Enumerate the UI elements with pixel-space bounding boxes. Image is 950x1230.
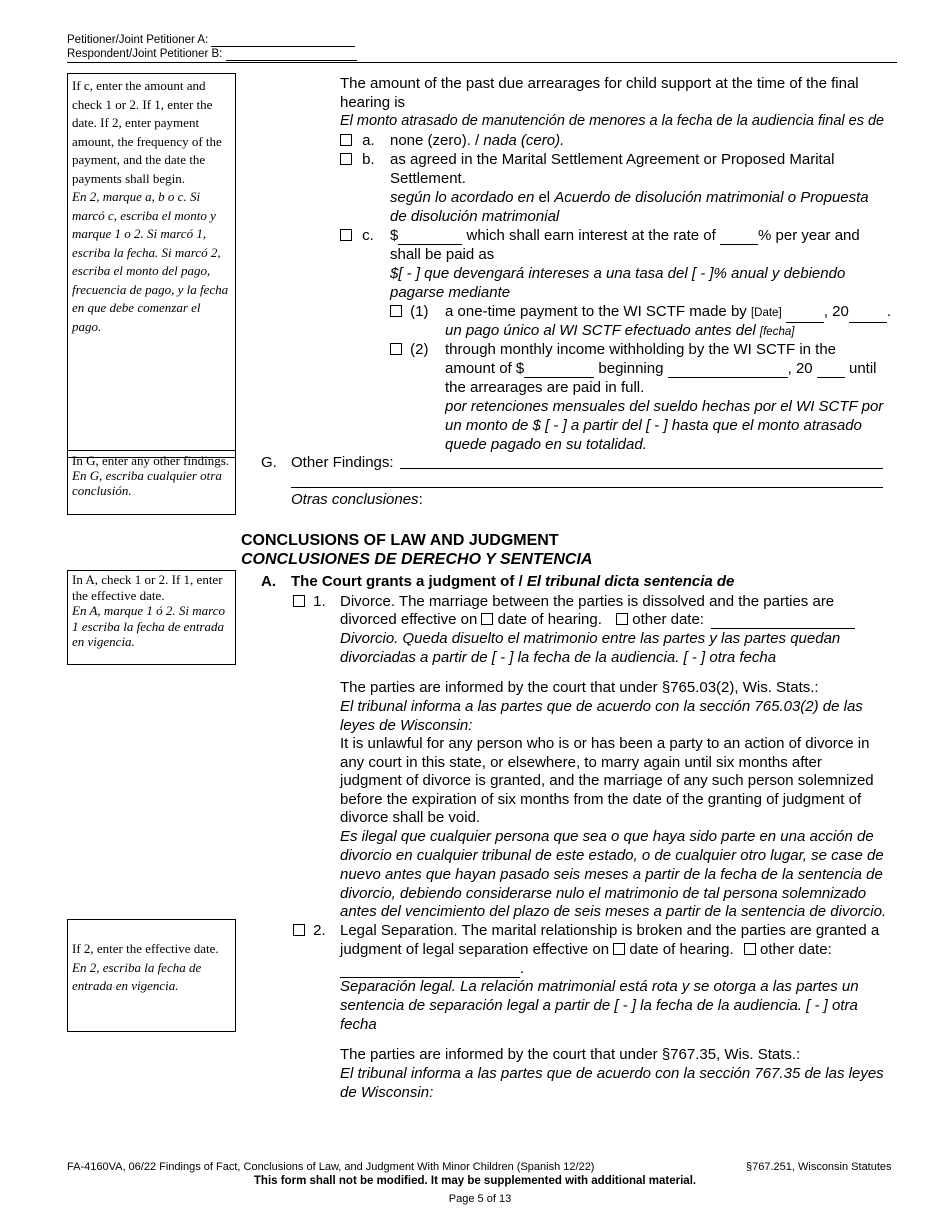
- divorce-hearing-label: date of hearing.: [493, 611, 602, 628]
- divorce-checkbox[interactable]: [293, 595, 305, 607]
- option-a-es: nada (cero).: [483, 132, 565, 149]
- separation-period: .: [520, 960, 525, 977]
- separation-es-2: sentencia de separación legal a partir de [ - ] la fecha de la audiencia. [ - ] otra: [340, 997, 858, 1014]
- sub-option-1-row: [390, 302, 429, 321]
- separation-hearing-checkbox[interactable]: [613, 943, 625, 955]
- sub-option-1-checkbox[interactable]: [390, 305, 402, 317]
- option-b-letter: b.: [362, 151, 375, 168]
- sub-option-2-until-label: until: [844, 360, 877, 377]
- side-note-a-es: En A, marque 1 ó 2. Si marco 1 escriba la fecha de entrada en vigencia.: [72, 603, 225, 649]
- separation-num: 2.: [313, 922, 326, 939]
- divorce-es-1: Divorcio. Queda disuelto el matrimonio entre las partes y las partes quedan: [340, 630, 841, 647]
- sub-option-1-num: (1): [410, 303, 429, 320]
- option-c-text-1b: % per year and: [758, 227, 860, 244]
- option-c-letter: c.: [362, 227, 374, 244]
- separation-other-date-label: other date:: [755, 941, 832, 958]
- side-note-c-es: En 2, marque a, b o c. Si marcó c, escriba el monto y marque 1 o 2. Si marcó 1, escriba la fecha. Si marcó 2, escriba el monto del pago, frecuencia de pago, y la fecha en que debe comenzar el pago.: [72, 189, 229, 334]
- separation-other-date-field[interactable]: [340, 962, 520, 978]
- divorce-law-3: judgment of divorce is granted, and the marriage of any such person solemnized: [340, 772, 874, 789]
- other-findings-field-1[interactable]: [400, 468, 883, 469]
- petitioner-label: Petitioner/Joint Petitioner A:: [67, 34, 209, 46]
- side-note-a: [67, 570, 236, 665]
- option-c-checkbox[interactable]: [340, 229, 352, 241]
- sub-option-2-beginning-label: beginning: [594, 360, 668, 377]
- option-a-letter: a.: [362, 132, 375, 149]
- sub-option-2-row: [390, 340, 429, 359]
- option-b-es-1a: según lo acordado en: [390, 189, 539, 206]
- side-note-two-en: If 2, enter the effective date.: [72, 941, 219, 956]
- option-b-es-1b: el: [538, 189, 555, 206]
- separation-informed-es-1: El tribunal informa a las partes que de acuerdo con la sección 767.35 de las leyes: [340, 1065, 884, 1082]
- sub-option-2-es-2: un monto de $ [ - ] a partir del [ - ] hasta que el monto atrasado: [445, 417, 862, 434]
- divorce-row: [293, 592, 326, 611]
- arrearages-intro-1: The amount of the past due arrearages for child support at the time of the final: [340, 75, 859, 92]
- divorce-num: 1.: [313, 593, 326, 610]
- divorce-law-es-3: nuevo antes que hayan pasado seis meses a partir de la fecha de la sentencia de: [340, 866, 883, 883]
- sub-option-1-es: [445, 321, 794, 342]
- option-c-es-2: pagarse mediante: [390, 284, 511, 301]
- side-note-a-en: In A, check 1 or 2. If 1, enter the effective date.: [72, 572, 223, 603]
- option-a-text: [390, 131, 564, 150]
- other-findings-es-colon: :: [418, 491, 423, 508]
- section-a-es: El tribunal dicta sentencia de: [526, 573, 735, 590]
- other-findings-es: [291, 490, 423, 509]
- divorce-law-es-5: antes del vencimiento del plazo de seis meses a partir de la sentencia de divorcio.: [340, 903, 887, 920]
- divorce-law-2: any court in this state, or elsewhere, to marry again until six months after: [340, 754, 822, 771]
- option-b-checkbox[interactable]: [340, 153, 352, 165]
- sub-option-1-es-label: un pago único al WI SCTF efectuado antes del: [445, 322, 760, 339]
- option-c-text-2: shall be paid as: [390, 246, 495, 263]
- sub-option-2-year-label: , 20: [787, 360, 817, 377]
- separation-other-date-checkbox[interactable]: [744, 943, 756, 955]
- option-c-es-1: $[ - ] que devengará intereses a una tasa del [ - ]% anual y debiendo: [390, 265, 846, 282]
- separation-es-3: fecha: [340, 1016, 377, 1033]
- divorce-other-date-label: other date:: [628, 611, 704, 628]
- divorce-informed-es-1: El tribunal informa a las partes que de acuerdo con la sección 765.03(2) de las: [340, 698, 863, 715]
- divorce-informed-es-2: leyes de Wisconsin:: [340, 717, 473, 734]
- separation-date-line: [340, 959, 524, 978]
- separation-effective-label: judgment of legal separation effective on: [340, 941, 614, 958]
- divorce-law-5: divorce shall be void.: [340, 809, 481, 826]
- side-note-g-es: En G, escriba cualquier otra conclusión.: [72, 468, 222, 498]
- respondent-line: [67, 47, 357, 61]
- other-findings-label: Other Findings:: [291, 454, 394, 471]
- footer-statute: §767.251, Wisconsin Statutes: [746, 1161, 892, 1173]
- other-findings-es-label: Otras conclusiones: [291, 491, 419, 508]
- sub-option-2-amount-field[interactable]: [524, 362, 594, 378]
- sub-option-1-es-date: [fecha]: [759, 326, 795, 338]
- separation-informed: The parties are informed by the court that under §767.35, Wis. Stats.:: [340, 1046, 801, 1063]
- option-c-amount-field[interactable]: [398, 229, 462, 245]
- sub-option-2-year-field[interactable]: [817, 362, 845, 378]
- divorce-law-es-4: divorcio, debiendo considerarse nulo el matrimonio de tal persona solemnizado: [340, 885, 867, 902]
- option-c-text-1: [390, 226, 860, 245]
- sub-option-1-label: a one-time payment to the WI SCTF made by: [445, 303, 751, 320]
- respondent-field[interactable]: [226, 48, 357, 61]
- side-note-g-en: In G, enter any other findings.: [72, 453, 230, 468]
- divorce-law-4: before the expiration of six months from the date of the granting of judgment of: [340, 791, 862, 808]
- divorce-effective-label: divorced effective on: [340, 611, 482, 628]
- divorce-text-1: Divorce. The marriage between the parties is dissolved and the parties are: [340, 593, 835, 610]
- option-c-row: [340, 226, 374, 245]
- option-b-es-1: [390, 188, 869, 207]
- other-findings-field-2[interactable]: [291, 487, 883, 488]
- divorce-law-es-2: divorcio en cualquier tribunal de este estado, o de cualquier otro lugar, se case de: [340, 847, 884, 864]
- option-b-es-2: de disolución matrimonial: [390, 208, 560, 225]
- divorce-other-date-field[interactable]: [711, 613, 855, 629]
- section-a-text: [291, 572, 734, 591]
- divorce-es-2: divorciadas a partir de [ - ] la fecha de la audiencia. [ - ] otra fecha: [340, 649, 777, 666]
- divorce-text-2: [340, 610, 855, 629]
- petitioner-line: [67, 33, 355, 47]
- separation-text-2: [340, 940, 832, 959]
- sub-option-2-checkbox[interactable]: [390, 343, 402, 355]
- option-c-rate-field[interactable]: [720, 229, 758, 245]
- sub-option-1-year-label: , 20: [823, 303, 849, 320]
- petitioner-field[interactable]: [211, 34, 355, 47]
- separation-checkbox[interactable]: [293, 924, 305, 936]
- sub-option-2-amount-label: amount of $: [445, 360, 525, 377]
- side-note-c: [67, 73, 236, 458]
- option-b-text-1: as agreed in the Marital Settlement Agreement or Proposed Marital: [390, 151, 835, 168]
- divorce-other-date-checkbox[interactable]: [616, 613, 628, 625]
- sub-option-1-text: a one-time payment to the WI SCTF made by [Date] , 20 .: [445, 302, 891, 323]
- side-note-g: [67, 450, 236, 515]
- side-note-two-es: En 2, escriba la fecha de entrada en vigencia.: [72, 959, 202, 993]
- side-note-c-en: If c, enter the amount and check 1 or 2. If 1, enter the date. If 2, enter payment amount, the frequency of the payment, and the date the payments shall begin.: [72, 78, 222, 186]
- conclusions-title-es: CONCLUSIONES DE DERECHO Y SENTENCIA: [241, 551, 593, 568]
- section-a-letter: A.: [261, 573, 276, 590]
- option-c-text-1a: which shall earn interest at the rate of: [466, 227, 720, 244]
- other-findings-letter: G.: [261, 454, 277, 471]
- option-a-en: none (zero). /: [390, 132, 484, 149]
- option-c-dollar: $: [390, 227, 399, 244]
- option-b-es-1c: Acuerdo de disolución matrimonial o Propuesta: [554, 189, 869, 206]
- respondent-label: Respondent/Joint Petitioner B:: [67, 48, 223, 60]
- sub-option-2-es-3: quede pagado en su totalidad.: [445, 436, 647, 453]
- separation-row: [293, 921, 326, 940]
- sub-option-2-text-1: through monthly income withholding by the WI SCTF in the: [445, 341, 837, 358]
- section-a-en: The Court grants a judgment of /: [291, 573, 527, 590]
- footer-page: Page 5 of 13: [448, 1193, 512, 1205]
- option-a-row: [340, 131, 565, 150]
- option-a-checkbox[interactable]: [340, 134, 352, 146]
- arrearages-intro-es: El monto atrasado de manutención de menores a la fecha de la audiencia final es de: [340, 113, 885, 129]
- divorce-law-es-1: Es ilegal que cualquier persona que sea o que haya sido parte en una acción de: [340, 828, 874, 845]
- sub-option-2-text-2: [445, 359, 877, 378]
- separation-informed-es-2: de Wisconsin:: [340, 1084, 434, 1101]
- footer-form-id: FA-4160VA, 06/22 Findings of Fact, Conclusions of Law, and Judgment With Minor Children (Spanish 12/22): [67, 1161, 595, 1173]
- separation-text-1: Legal Separation. The marital relationship is broken and the parties are granted a: [340, 922, 880, 939]
- footer-notice: This form shall not be modified. It may be supplemented with additional material.: [253, 1175, 697, 1187]
- sub-option-2-es-1: por retenciones mensuales del sueldo hechas por el WI SCTF por: [445, 398, 884, 415]
- sub-option-1-year-field[interactable]: [849, 307, 887, 323]
- option-b-row: [340, 150, 375, 169]
- sub-option-1-date-label: [Date]: [750, 307, 782, 319]
- divorce-informed: The parties are informed by the court that under §765.03(2), Wis. Stats.:: [340, 679, 819, 696]
- separation-hearing-label: date of hearing.: [625, 941, 734, 958]
- divorce-hearing-checkbox[interactable]: [481, 613, 493, 625]
- side-note-two: [67, 919, 236, 1032]
- sub-option-2-num: (2): [410, 341, 429, 358]
- divorce-law-1: It is unlawful for any person who is or has been a party to an action of divorce in: [340, 735, 870, 752]
- option-b-text-2: Settlement.: [390, 170, 466, 187]
- sub-option-2-date-field[interactable]: [668, 362, 788, 378]
- sub-option-2-text-3: the arrearages are paid in full.: [445, 379, 645, 396]
- conclusions-title: CONCLUSIONS OF LAW AND JUDGMENT: [241, 532, 559, 549]
- separation-es-1: Separación legal. La relación matrimonial está rota y se otorga a las partes un: [340, 978, 859, 995]
- arrearages-intro-2: hearing is: [340, 94, 406, 111]
- header-rule: [67, 62, 897, 63]
